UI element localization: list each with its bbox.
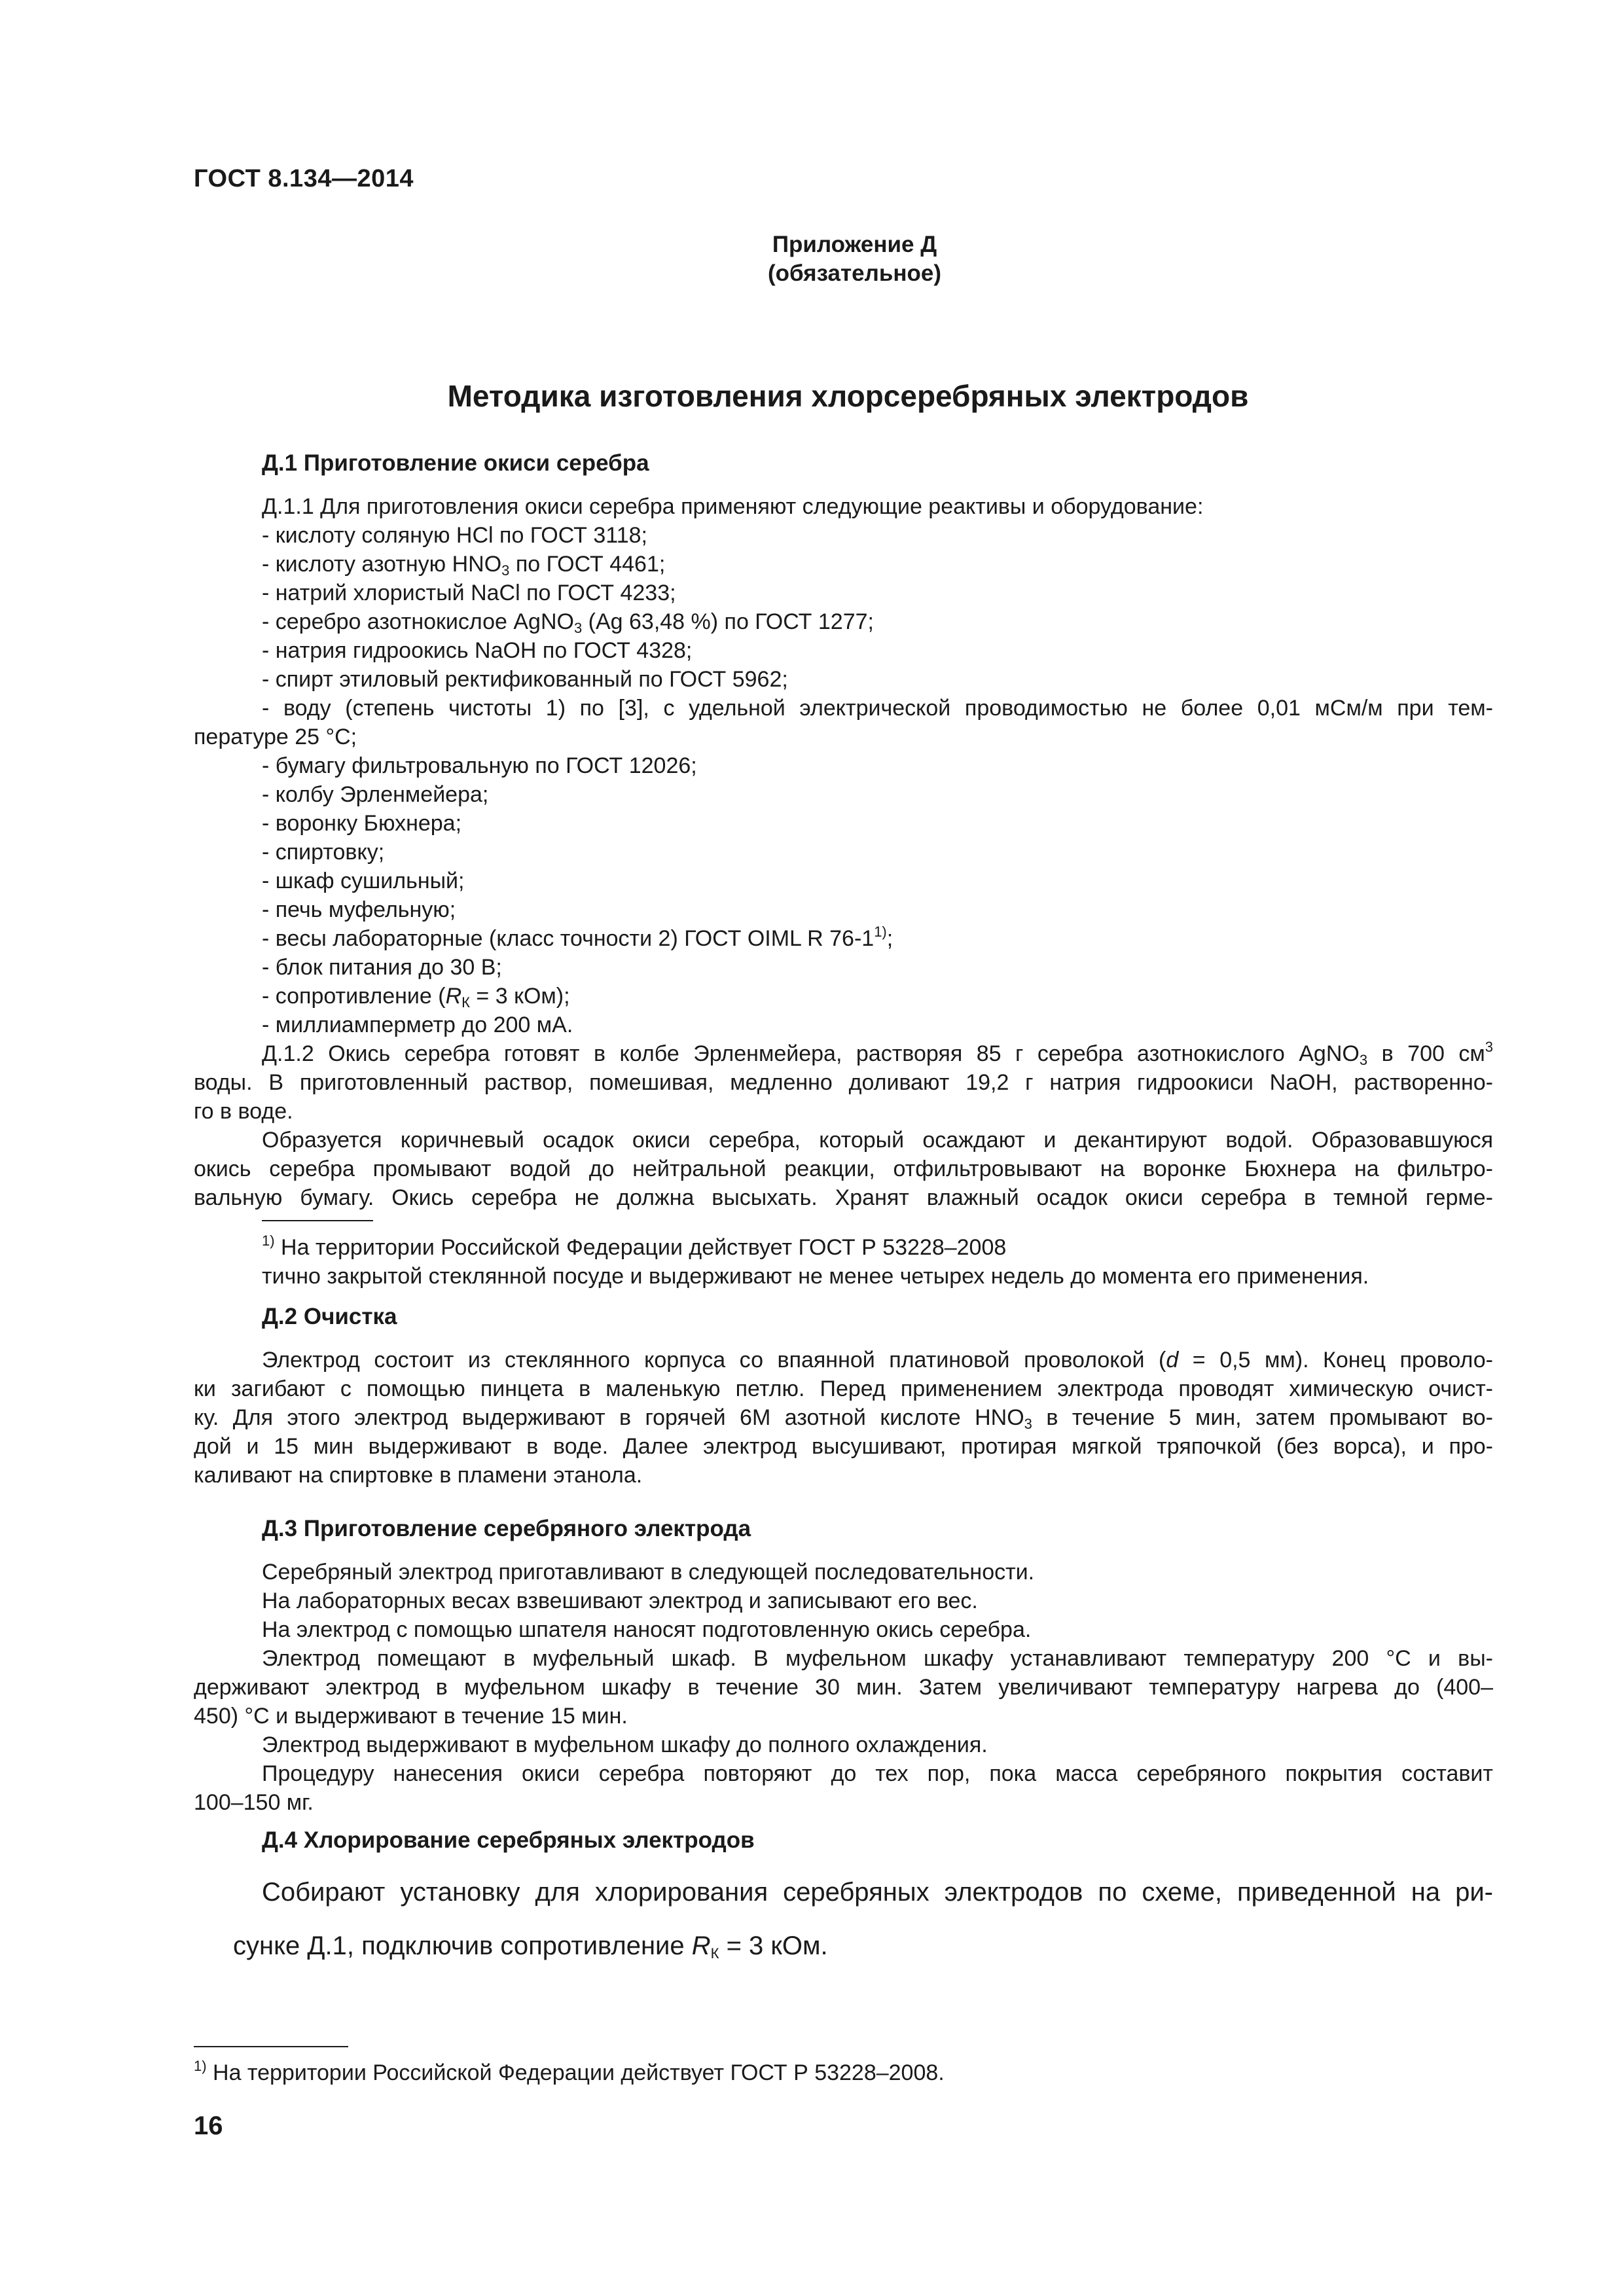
section-d4-text (194, 1865, 1493, 1973)
paragraph-line: ки загибают с помощью пинцета в маленькую петлю. Перед применением электрода проводят химическую очист- (194, 1376, 1493, 1401)
list-item: - натрия гидроокись NaOH по ГОСТ 4328; (262, 638, 693, 663)
list-item: - воду (степень чистоты 1) по [3], с удельной электрической проводимостью не более 0,01 мСм/м при тем- (262, 696, 1493, 721)
section-d4 (194, 1826, 1493, 1855)
paragraph-line: 100–150 мг. (194, 1790, 314, 1815)
footnote-separator (262, 1220, 373, 1221)
section-heading: Д.2 Очистка (262, 1304, 397, 1329)
section-heading: Д.4 Хлорирование серебряных электродов (262, 1827, 755, 1853)
paragraph-line: каливают на спиртовке в пламени этанола. (194, 1463, 643, 1488)
appendix-label (0, 230, 1624, 288)
list-item: - миллиамперметр до 200 мА. (262, 1013, 573, 1037)
list-item: - печь муфельную; (262, 897, 456, 922)
footnote-text: $^{1)}$ На территории Российской Федерации действует ГОСТ Р 53228–2008 (262, 1232, 1007, 1260)
paragraph-line: дой и 15 мин выдерживают в воде. Далее электрод высушивают, протирая мягкой тряпочкой (без ворса), и про- (194, 1434, 1493, 1459)
list-item: - воронку Бюхнера; (262, 811, 462, 836)
footnote-ref: 1) (874, 924, 887, 940)
list-item: - кислоту азотную $HNO_3$ по ГОСТ 4461; (262, 552, 666, 579)
appendix-title: Приложение Д (772, 232, 937, 257)
paragraph-line: вальную бумагу. Окись серебра не должна высыхать. Хранят влажный осадок окиси серебра в темной герме- (194, 1185, 1493, 1210)
paragraph-intro: Д.1.1 Для приготовления окиси серебра применяют следующие реактивы и оборудование: (262, 494, 1204, 519)
list-item: - кислоту соляную HCl по ГОСТ 3118; (262, 523, 647, 548)
list-item: - весы лабораторные (класс точности 2) ГОСТ OIML R 76-1$^{1)}$; (262, 924, 893, 951)
list-item: - серебро азотнокислое AgNO$_3$ (Ag 63,48 %) по ГОСТ 1277; (262, 609, 874, 636)
appendix-status: (обязательное) (767, 260, 941, 286)
page-title: Методика изготовления хлорсеребряных электродов (447, 379, 1249, 413)
paragraph-line: окись серебра промывают водой до нейтральной реакции, отфильтровывают на воронке Бюхнера на фильтро- (194, 1157, 1493, 1181)
paragraph-line: ку. Для этого электрод выдерживают в горячей 6М азотной кислоте $HNO_3$ в течение 5 мин, затем промывают во- (194, 1405, 1493, 1432)
paragraph-line: На лабораторных весах взвешивают электрод и записывают его вес. (262, 1588, 978, 1613)
page-footnote: $^{1)}$ На территории Российской Федерации действует ГОСТ Р 53228–2008. (194, 2058, 945, 2085)
paragraph-line: воды. В приготовленный раствор, помешивая, медленно доливают 19,2 г натрия гидроокиси NaOH, растворенно- (194, 1070, 1493, 1095)
inline-footnote (194, 1233, 1493, 1291)
paragraph-line: сунке Д.1, подключив сопротивление $R_К = 3$ кОм. (233, 1931, 828, 1962)
paragraph-line: Д.1.2 Окись серебра готовят в колбе Эрленмейера, растворяя 85 г серебра азотнокислого AgNO$_3$ в 700 $см^3$ (262, 1039, 1493, 1068)
paragraph-line: держивают электрод в муфельном шкафу в течение 30 мин. Затем увеличивают температуру нагрева до (400– (194, 1675, 1493, 1700)
paragraph-line: Образуется коричневый осадок окиси серебра, который осаждают и декантируют водой. Образовавшуюся (262, 1128, 1493, 1153)
paragraph-line: На электрод с помощью шпателя наносят подготовленную окись серебра. (262, 1617, 1032, 1642)
list-item: - спирт этиловый ректификованный по ГОСТ 5962; (262, 667, 788, 692)
section-d1 (194, 449, 1493, 1212)
paragraph-line: Собирают установку для хлорирования серебряных электродов по схеме, приведенной на ри- (262, 1878, 1493, 1907)
list-item: - блок питания до 30 В; (262, 955, 502, 980)
list-item: - шкаф сушильный; (262, 869, 465, 893)
paragraph-line: Процедуру нанесения окиси серебра повторяют до тех пор, пока масса серебряного покрытия составит (262, 1761, 1493, 1786)
list-item: - натрий хлористый NaCl по ГОСТ 4233; (262, 581, 676, 605)
paragraph-line: тично закрытой стеклянной посуде и выдерживают не менее четырех недель до момента его применения. (262, 1264, 1369, 1289)
section-heading: Д.1 Приготовление окиси серебра (262, 450, 649, 476)
list-item-continuation: пературе 25 °С; (194, 725, 357, 749)
section-heading: Д.3 Приготовление серебряного электрода (262, 1516, 751, 1541)
paragraph-line: Серебряный электрод приготавливают в следующей последовательности. (262, 1560, 1035, 1585)
paragraph-line: Электрод помещают в муфельный шкаф. В муфельном шкафу устанавливают температуру 200 °С и вы- (262, 1646, 1493, 1671)
paragraph-line: Электрод выдерживают в муфельном шкафу до полного охлаждения. (262, 1732, 988, 1757)
list-item: - колбу Эрленмейера; (262, 782, 489, 807)
page-number: 16 (194, 2111, 223, 2140)
list-item: - бумагу фильтровальную по ГОСТ 12026; (262, 753, 697, 778)
list-item: - спиртовку; (262, 840, 385, 865)
paragraph-line: го в воде. (194, 1099, 293, 1124)
document-code: ГОСТ 8.134—2014 (194, 165, 414, 192)
footnote-separator (194, 2046, 348, 2047)
list-item: - сопротивление ($R_К = 3$ кОм); (262, 984, 570, 1011)
section-d2 (194, 1302, 1493, 1490)
paragraph-line: Электрод состоит из стеклянного корпуса со впаянной платиновой проволокой (d = 0,5 мм). Конец проволо- (262, 1348, 1493, 1372)
paragraph-line: 450) °С и выдерживают в течение 15 мин. (194, 1704, 628, 1729)
section-d3 (194, 1515, 1493, 1817)
